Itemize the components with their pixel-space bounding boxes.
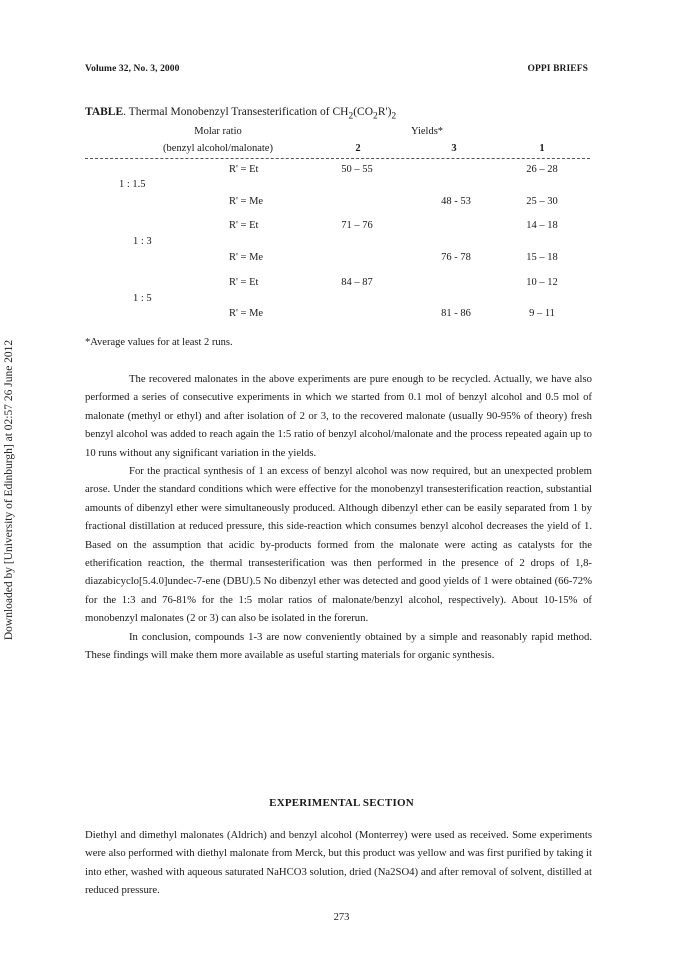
yield-1-cell: 26 – 28 bbox=[526, 164, 558, 175]
table-label: TABLE bbox=[85, 106, 124, 118]
yield-1-cell: 25 – 30 bbox=[526, 196, 558, 207]
section-heading: EXPERIMENTAL SECTION bbox=[269, 797, 414, 809]
yield-3-cell: 81 - 86 bbox=[441, 308, 471, 319]
table-header-rule bbox=[85, 158, 590, 159]
substituent-cell: R' = Me bbox=[229, 308, 264, 319]
substituent-cell: R' = Me bbox=[229, 252, 264, 263]
yield-2-cell: 71 – 76 bbox=[341, 220, 373, 231]
yield-2-cell: 50 – 55 bbox=[341, 164, 373, 175]
substituent-cell: R' = Et bbox=[229, 220, 259, 231]
yield-1-cell: 15 – 18 bbox=[526, 252, 558, 263]
ratio-label: 1 : 3 bbox=[133, 236, 152, 247]
paragraph: Diethyl and dimethyl malonates (Aldrich) and benzyl alcohol (Monterrey) were used as received. Some experiments were also performed with diethyl malonate from Merck, but this product was yellow and was first purified by taking it into ether, washed with aqueous saturated NaHCO3 solution, dried (Na2SO4) and after removal of solvent, distilled at reduced pressure. bbox=[85, 829, 592, 897]
header-col-3: 3 bbox=[451, 143, 457, 154]
header-molar-ratio: Molar ratio bbox=[194, 126, 242, 137]
header-molar-ratio-sub: (benzyl alcohol/malonate) bbox=[163, 143, 273, 154]
experimental-text bbox=[85, 826, 592, 900]
yield-2-cell: 84 – 87 bbox=[341, 277, 373, 288]
header-yields: Yields* bbox=[410, 126, 444, 137]
yield-1-cell: 9 – 11 bbox=[529, 308, 555, 319]
yield-3-cell: 48 - 53 bbox=[441, 196, 471, 207]
page-number: 273 bbox=[333, 912, 350, 923]
download-watermark bbox=[0, 300, 18, 680]
header-col-2: 2 bbox=[355, 143, 361, 154]
yield-1-cell: 14 – 18 bbox=[526, 220, 558, 231]
yield-1-cell: 10 – 12 bbox=[526, 277, 558, 288]
substituent-cell: R' = Et bbox=[229, 164, 259, 175]
substituent-cell: R' = Et bbox=[229, 277, 259, 288]
substituent-cell: R' = Me bbox=[229, 196, 264, 207]
paragraph: The recovered malonates in the above experiments are pure enough to be recycled. Actually, we have also performed a series of consecutive experiments in which we started from 0.1 mol of benzyl alcohol and 0.5 mol of malonate (methyl or ethyl) and after isolation of 2 or 3, to the recovered malonate (usually 90-95% of theory) fresh benzyl alcohol was added to reach again the 1:5 ratio of benzyl alcohol/malonate and the process repeated again up to 10 runs without any significant variation in the yields. bbox=[85, 373, 592, 459]
journal-section: OPPI BRIEFS bbox=[527, 64, 588, 74]
body-text bbox=[85, 370, 592, 665]
paragraph: In conclusion, compounds 1-3 are now conveniently obtained by a simple and reasonably rapid method. These findings will make them more available as useful starting materials for organic synthesis. bbox=[85, 630, 592, 662]
table-footnote: *Average values for at least 2 runs. bbox=[85, 337, 233, 348]
ratio-label: 1 : 5 bbox=[133, 293, 152, 304]
paragraph: For the practical synthesis of 1 an excess of benzyl alcohol was now required, but an unexpected problem arose. Under the standard conditions which were effective for the monobenzyl transesterification reaction, substantial amounts of dibenzyl ether were simultaneously produced. Although dibenzyl ether can be easily separated from 1 by fractional distillation at reduced pressure, this side-reaction which consumes benzyl alcohol decreases the yield of 1. Based on the assumption that acidic by-products formed from the malonate were acting as catalysts for the etherification reaction, the thermal transesterification was then performed in the presence of 2 drops of 1,8-diazabicyclo[5.4.0]undec-7-ene (DBU).5 No dibenzyl ether was detected and good yields of 1 were obtained (66-72% for the 1:3 and 76-81% for the 1:5 molar ratios of malonate/benzyl alcohol, respectively). About 10-15% of monobenzyl malonates (2 or 3) can also be isolated in the forerun. bbox=[85, 465, 592, 625]
download-note: Downloaded by [University of Edinburgh] at 02:57 26 June 2012 bbox=[3, 339, 15, 641]
ratio-label: 1 : 1.5 bbox=[119, 179, 146, 190]
table-title: TABLE. Thermal Monobenzyl Transesterification of $CH_2(CO_2R')_2$ bbox=[85, 106, 397, 122]
yield-3-cell: 76 - 78 bbox=[441, 252, 471, 263]
header-col-1: 1 bbox=[539, 143, 545, 154]
journal-volume: Volume 32, No. 3, 2000 bbox=[85, 64, 180, 74]
